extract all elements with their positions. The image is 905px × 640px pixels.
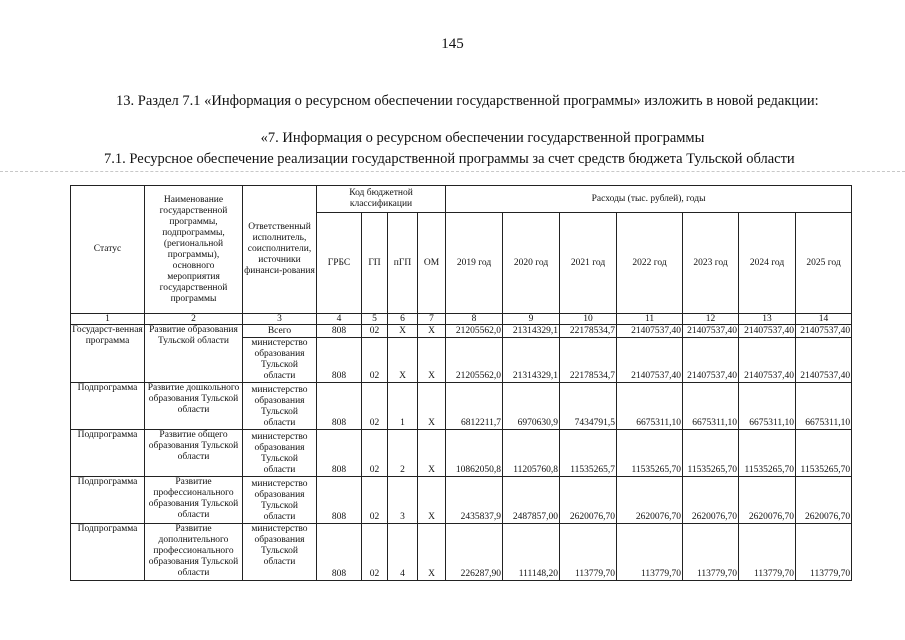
header-year: 2024 год — [739, 213, 796, 314]
row-value: 21407537,40 — [739, 338, 796, 383]
header-name: Наименование государственной программы, подпрограммы, (региональной программы), основного мероприятия государственной программы — [145, 186, 243, 314]
row-value: 22178534,7 — [560, 338, 617, 383]
header-expenses: Расходы (тыс. рублей), годы — [446, 186, 852, 213]
row-value: 6675311,10 — [796, 383, 852, 430]
row-value: 11535265,70 — [796, 430, 852, 477]
header-year: 2019 год — [446, 213, 503, 314]
row-om: Х — [418, 338, 446, 383]
column-number: 4 — [317, 314, 362, 325]
row-status: Подпрограмма — [71, 430, 145, 477]
row-value: 6675311,10 — [617, 383, 683, 430]
column-number: 13 — [739, 314, 796, 325]
header-year: 2023 год — [683, 213, 739, 314]
row-value: 21407537,40 — [617, 338, 683, 383]
subsection-heading: 7.1. Ресурсное обеспечение реализации государственной программы за счет средств бюджета Тульской области — [104, 151, 795, 167]
row-value: 2620076,70 — [739, 477, 796, 524]
column-number-row — [71, 314, 852, 325]
row-value: 113779,70 — [739, 524, 796, 581]
row-grbs: 808 — [317, 338, 362, 383]
table-row — [71, 524, 852, 581]
header-year: 2020 год — [503, 213, 560, 314]
row-responsible: Всего — [243, 325, 317, 338]
row-gp: 02 — [362, 430, 388, 477]
row-pgp: 4 — [388, 524, 418, 581]
row-pgp: Х — [388, 325, 418, 338]
row-name: Развитие дошкольного образования Тульской области — [145, 383, 243, 430]
table-row — [71, 325, 852, 338]
row-pgp: Х — [388, 338, 418, 383]
table-row — [71, 383, 852, 430]
row-value: 2620076,70 — [560, 477, 617, 524]
row-om: Х — [418, 325, 446, 338]
row-responsible: министерство образования Тульской области — [243, 383, 317, 430]
row-value: 2620076,70 — [796, 477, 852, 524]
row-value: 7434791,5 — [560, 383, 617, 430]
row-value: 113779,70 — [796, 524, 852, 581]
row-om: Х — [418, 477, 446, 524]
row-om: Х — [418, 524, 446, 581]
column-number: 7 — [418, 314, 446, 325]
row-status: Подпрограмма — [71, 477, 145, 524]
column-number: 3 — [243, 314, 317, 325]
row-gp: 02 — [362, 325, 388, 338]
resource-table — [70, 185, 852, 581]
row-value: 2435837,9 — [446, 477, 503, 524]
page-number: 145 — [441, 36, 464, 52]
row-value: 2487857,00 — [503, 477, 560, 524]
row-value: 11535265,70 — [683, 430, 739, 477]
row-gp: 02 — [362, 383, 388, 430]
column-number: 1 — [71, 314, 145, 325]
row-gp: 02 — [362, 477, 388, 524]
header-grbs: ГРБС — [317, 213, 362, 314]
header-year: 2021 год — [560, 213, 617, 314]
row-grbs: 808 — [317, 524, 362, 581]
column-number: 11 — [617, 314, 683, 325]
row-name: Развитие профессионального образования Тульской области — [145, 477, 243, 524]
header-year: 2025 год — [796, 213, 852, 314]
row-pgp: 2 — [388, 430, 418, 477]
row-value: 10862050,8 — [446, 430, 503, 477]
row-name: Развитие общего образования Тульской области — [145, 430, 243, 477]
row-value: 6675311,10 — [739, 383, 796, 430]
row-grbs: 808 — [317, 477, 362, 524]
row-value: 21407537,40 — [739, 325, 796, 338]
row-responsible: министерство образования Тульской области — [243, 524, 317, 581]
row-value: 226287,90 — [446, 524, 503, 581]
header-budget-code: Код бюджетной классификации — [317, 186, 446, 213]
row-om: Х — [418, 430, 446, 477]
row-value: 113779,70 — [617, 524, 683, 581]
row-value: 11535265,7 — [560, 430, 617, 477]
header-status: Статус — [71, 186, 145, 314]
row-value: 21407537,40 — [683, 325, 739, 338]
header-gp: ГП — [362, 213, 388, 314]
row-value: 6675311,10 — [683, 383, 739, 430]
row-value: 113779,70 — [560, 524, 617, 581]
row-status: Подпрограмма — [71, 524, 145, 581]
row-value: 11205760,8 — [503, 430, 560, 477]
row-value: 22178534,7 — [560, 325, 617, 338]
table-row — [71, 477, 852, 524]
row-value: 21205562,0 — [446, 338, 503, 383]
row-om: Х — [418, 383, 446, 430]
row-pgp: 3 — [388, 477, 418, 524]
divider — [0, 171, 905, 172]
row-responsible: министерство образования Тульской области — [243, 430, 317, 477]
row-grbs: 808 — [317, 383, 362, 430]
section-heading-text: «7. Информация о ресурсном обеспечении государственной программы — [260, 130, 705, 146]
row-value: 21407537,40 — [796, 338, 852, 383]
row-value: 21407537,40 — [796, 325, 852, 338]
row-value: 111148,20 — [503, 524, 560, 581]
row-value: 11535265,70 — [739, 430, 796, 477]
column-number: 12 — [683, 314, 739, 325]
header-year: 2022 год — [617, 213, 683, 314]
row-status: Подпрограмма — [71, 383, 145, 430]
row-value: 2620076,70 — [683, 477, 739, 524]
header-pgp: пГП — [388, 213, 418, 314]
row-pgp: 1 — [388, 383, 418, 430]
row-responsible: министерство образования Тульской области — [243, 338, 317, 383]
section-heading — [0, 130, 905, 147]
column-number: 2 — [145, 314, 243, 325]
column-number: 6 — [388, 314, 418, 325]
column-number: 9 — [503, 314, 560, 325]
row-value: 21407537,40 — [617, 325, 683, 338]
row-value: 21205562,0 — [446, 325, 503, 338]
column-number: 10 — [560, 314, 617, 325]
row-gp: 02 — [362, 524, 388, 581]
row-value: 6812211,7 — [446, 383, 503, 430]
row-value: 6970630,9 — [503, 383, 560, 430]
table-header-row — [71, 186, 852, 213]
row-value: 21407537,40 — [683, 338, 739, 383]
column-number: 14 — [796, 314, 852, 325]
row-status: Государст-венная программа — [71, 325, 145, 383]
row-value: 11535265,70 — [617, 430, 683, 477]
row-responsible: министерство образования Тульской области — [243, 477, 317, 524]
intro-paragraph: 13. Раздел 7.1 «Информация о ресурсном обеспечении государственной программы» изложить в новой редакции: — [116, 93, 819, 109]
row-value: 21314329,1 — [503, 338, 560, 383]
row-value: 2620076,70 — [617, 477, 683, 524]
column-number: 5 — [362, 314, 388, 325]
row-grbs: 808 — [317, 430, 362, 477]
row-grbs: 808 — [317, 325, 362, 338]
column-number: 8 — [446, 314, 503, 325]
row-value: 113779,70 — [683, 524, 739, 581]
row-value: 21314329,1 — [503, 325, 560, 338]
header-om: ОМ — [418, 213, 446, 314]
table-row — [71, 430, 852, 477]
row-gp: 02 — [362, 338, 388, 383]
header-responsible: Ответственный исполнитель, соисполнители, источники финанси-рования — [243, 186, 317, 314]
row-name: Развитие дополнительного профессионального образования Тульской области — [145, 524, 243, 581]
row-name: Развитие образования Тульской области — [145, 325, 243, 383]
